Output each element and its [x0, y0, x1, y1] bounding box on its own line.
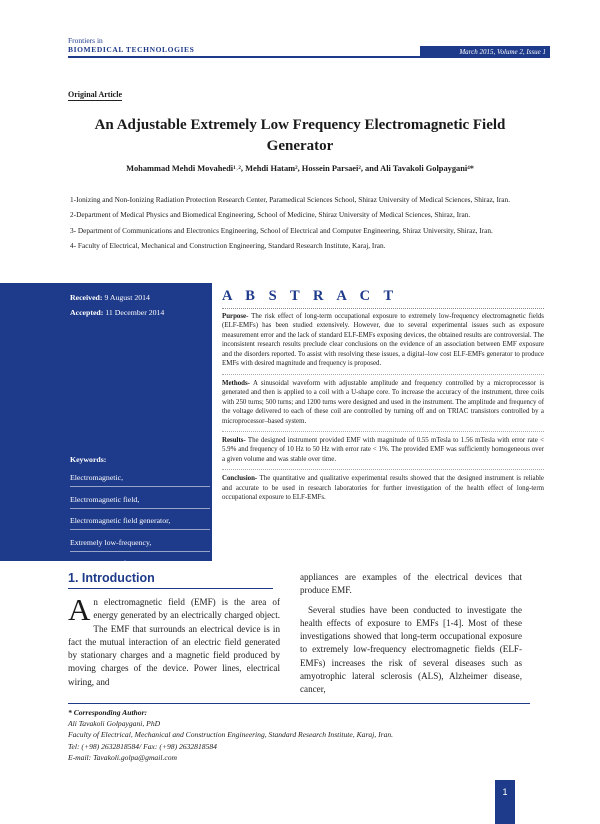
- keywords-title: Keywords:: [70, 455, 107, 464]
- article-info-sidebar: [0, 283, 212, 568]
- affiliation-4: 4- Faculty of Electrical, Mechanical and Construction Engineering, Standard Research Institute, Karaj, Iran.: [70, 241, 386, 251]
- conclusion-text: The quantitative and qualitative experimental results showed that the designed instrument is reliable and accurate to be used in research laboratories for further investigation of the health effect of long-term occupational exposure to ELF-EMFs.: [222, 475, 544, 502]
- footnote-heading: * Corresponding Author:: [68, 708, 148, 717]
- affiliation-3: 3- Department of Communications and Electronics Engineering, School of Electrical and Computer Engineering, Shiraz University, Shiraz, Iran.: [70, 225, 493, 235]
- results-label: Results-: [222, 436, 246, 444]
- footnote-rule: [68, 703, 530, 704]
- methods-text: A sinusoidal waveform with adjustable amplitude and frequency controlled by a microprocessor is generated and then is applied to a coil with a U-shape core. To increase the accuracy of the instrument, three coils with 250 turns; 500 turns; and 1200 turns were designed and used in the instrument. The amplitude and frequency of the voltage delivered to each of these coil are controlled by turning off and on TRIAC transistors controlled by a microprocessor–based system.: [222, 379, 545, 425]
- paper-title: An Adjustable Extremely Low Frequency Electromagnetic Field Generator: [94, 117, 506, 154]
- footnote-address: Faculty of Electrical, Mechanical and Construction Engineering, Standard Research Institute, Karaj, Iran.: [68, 730, 394, 740]
- keyword-item: Extremely low-frequency,: [70, 538, 210, 552]
- results-text: The designed instrument provided EMF with magnitude of 0.55 mTesla to 1.56 mTesla with error rate < 5.9% and frequency of 10 Hz to 50 Hz with error rate < 1%. The provided EMF was sufficiently homogeneous over a given volume and was stable over time.: [222, 436, 544, 463]
- affiliation-2: 2-Department of Medical Physics and Biomedical Engineering, School of Medicine, Shiraz University of Medical Sciences, Shiraz, Iran.: [70, 210, 471, 220]
- footnote-email[interactable]: E-mail: Tavakoli.golpa@gmail.com: [68, 752, 178, 762]
- footnote-phone: Tel: (+98) 2632818584/ Fax: (+98) 2632818584: [68, 741, 217, 751]
- keyword-item: Electromagnetic,: [70, 473, 210, 487]
- abstract-results: [222, 436, 544, 464]
- corresponding-author-footnote: [68, 707, 538, 763]
- received-label: Received:: [70, 293, 103, 302]
- purpose-label: Purpose-: [222, 313, 249, 320]
- body-column-right: [300, 571, 522, 702]
- drop-cap: A: [68, 592, 91, 627]
- accepted-value: 11 December 2014: [105, 308, 165, 317]
- abstract-purpose: [222, 312, 544, 369]
- journal-name-line1: Frontiers in: [68, 36, 103, 45]
- intro-paragraph-1: n electromagnetic field (EMF) is the area of energy generated by an electrically charged object. The EMF that surrounds an electrical device is in fact the mutual interaction of an electric field generated by stationary charges and a magnetic field produced by moving charges of the device. Power lines, electrical wiring, and: [68, 597, 280, 687]
- accepted-date: [70, 308, 164, 317]
- keyword-item: Electromagnetic field generator,: [70, 516, 210, 530]
- affiliations: [70, 194, 550, 256]
- abstract-heading: A B S T R A C T: [222, 288, 399, 304]
- received-date: [70, 293, 150, 302]
- keyword-item: Electromagnetic field,: [70, 495, 210, 509]
- methods-label: Methods-: [222, 379, 250, 387]
- conclusion-label: Conclusion-: [222, 475, 258, 483]
- affiliation-1: 1-Ionizing and Non-Ionizing Radiation Protection Research Center, Paramedical Sciences School, Shiraz University of Medical Sciences, Shiraz, Iran.: [70, 195, 511, 204]
- author-list: Mohammad Mehdi Movahedi¹˒², Mehdi Hatam², Hossein Parsaei², and Ali Tavakoli Golpaygani⁴*: [126, 164, 474, 173]
- page-number: 1: [495, 780, 515, 824]
- abstract: [222, 287, 544, 508]
- body-column-left: [68, 592, 280, 689]
- keywords-list: [70, 473, 210, 580]
- received-value: 9 August 2014: [104, 293, 150, 302]
- journal-name-line2: BIOMEDICAL TECHNOLOGIES: [68, 45, 195, 54]
- abstract-methods: [222, 379, 544, 426]
- article-type: Original Article: [68, 90, 122, 99]
- abstract-divider: [222, 469, 544, 470]
- issue-badge: March 2015, Volume 2, Issue 1: [420, 46, 550, 58]
- abstract-divider: [222, 374, 544, 375]
- introduction-rule: [68, 588, 273, 589]
- introduction-heading: 1. Introduction: [68, 571, 155, 585]
- footnote-name: Ali Tavakoli Golpaygani, PhD: [68, 719, 161, 729]
- purpose-text: The risk effect of long-term occupational exposure to extremely low-frequency electromagnetic fields (ELF-EMFs) has been studied extensively. However, due to several experimental issues such as exposure measurement error and the lack of standard ELF-EMFs exposing devices, the obtained results are controversial. The inconsistent research results preclude clear conclusions on the evidence of an association between EMF exposure and the disorders reported. To assist with resolving these issues, a digital–low cost ELF-EMFs generator to produce EMFs with desired magnitude and frequency is proposed.: [222, 313, 544, 368]
- accepted-label: Accepted:: [70, 308, 104, 317]
- intro-paragraph-2: Several studies have been conducted to investigate the health effects of exposure to EMFs [1-4]. Most of these investigations showed that long-term occupational exposure to extremely low-frequency electromagnetic fields (ELF-EMFs) increases the risk of several diseases such as amyotrophic lateral sclerosis (ALS), Alzheimer disease, cancer,: [300, 604, 522, 694]
- abstract-rule: [222, 308, 544, 310]
- keyword-item: Electromagnetic fields.: [70, 559, 143, 568]
- intro-paragraph-continued: appliances are examples of the electrical devices that produce EMF.: [300, 572, 522, 596]
- journal-name: [68, 36, 194, 54]
- abstract-divider: [222, 431, 544, 432]
- abstract-conclusion: [222, 474, 544, 502]
